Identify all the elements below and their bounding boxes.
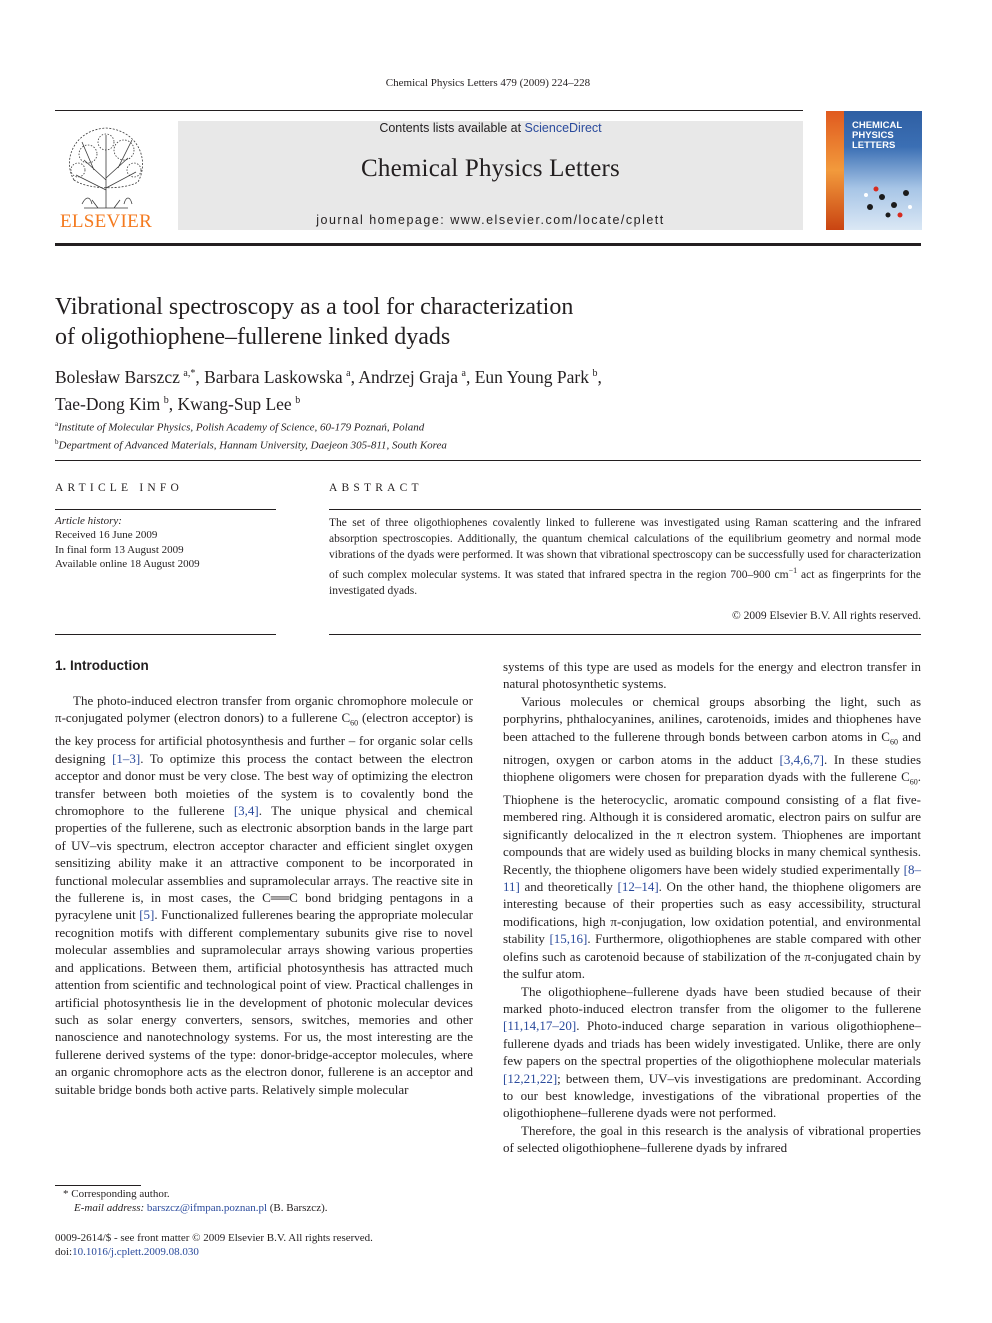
text-run: (electron acceptor) is the key process for artificial photosynthesis and further – for organic solar cells designing [55, 710, 474, 766]
affiliations [55, 417, 755, 452]
citation-link[interactable]: [5] [139, 907, 155, 923]
email-link[interactable]: barszcz@ifmpan.poznan.pl [146, 1202, 268, 1214]
subscript: 60 [350, 719, 359, 728]
citation-link[interactable]: [3,4,6,7] [779, 751, 824, 767]
author-name: Andrzej Graja [358, 366, 458, 387]
journal-cover-image [826, 111, 922, 230]
text-run: . Thiophene is the heterocyclic, aromatic compound consisting of a flat five-membered ring. Although it is considered aromatic, electron pairs on sulfur are significantly delocalized in the π electron system. Thiophenes are important compounds that are widely used as building blocks in many chemical synthesis. Recently, the thiophene oligomers have been widely studied experimentally [503, 769, 921, 877]
footnote-rule [55, 1185, 141, 1186]
paragraph: Therefore, the goal in this research is the analysis of vibrational properties of selected oligothiophene–fullerene dyads by infrared [503, 1122, 921, 1156]
text-run: . Functionalized fullerenes bearing the appropriate molecular recognition motifs with different complementary subunits give rise to novel molecular assemblies and supramolecular arrays showing various properties and applications. Between them, artificial photosynthesis has attracted much attention from scientific and technological point of view. Practical challenges in artificial photosynthesis lie in the development of photonic molecular devices such as solar energy converters, sensors, switches, memories and other nanoscience and nanotechnology systems. For us, the most interesting are the fullerene derived systems of the type: donor-bridge-acceptor molecules, where an organic chromophore acts as the electron donor, fullerene is an acceptor and suitable bridge bonds both active parts. Relatively simple molecular [55, 907, 473, 1097]
citation-link[interactable]: [12–14] [617, 879, 659, 895]
cover-strip [826, 111, 844, 230]
abstract-text-part: The set of three oligothiophenes covalently linked to fullerene was investigated using Raman scattering and the infrared absorption spectroscopies. Additionally, the quantum chemical calculations of the equilibrium geometry and normal mode vibrations of the dyads were performed. It was shown that vibrational spectroscopy can be successfully used for characterization of such complex molecular systems. It was stated that infrared spectra in the region 700–900 cm [329, 517, 921, 581]
text-run: and theoretically [519, 879, 618, 895]
text-run: . Photo-induced charge separation in various oligothiophene–fullerene dyads and triads has been widely investigated. Unlike, there are only few papers on the spectral properties of the oligothiophene molecular materials [503, 1018, 921, 1069]
article-info-rule-top [55, 509, 276, 510]
text-run: . Furthermore, oligothiophenes are stable compared with other olefins such as carotenoid because of stabilization of the π-conjugated chain by the sulfur atom. [503, 931, 921, 982]
text-run: . To optimize this process the contact between the electron acceptor and donor must be very close. The best way of optimizing the electron transfer between both moieties of the system is to covalently bond the chromophore to the fullerene [55, 750, 473, 819]
article-info-heading: ARTICLE INFO [55, 482, 183, 494]
author-name: Tae-Dong Kim [55, 393, 161, 414]
abstract-rule-top [329, 509, 921, 510]
article-info-rule-bottom [55, 634, 276, 635]
contents-prefix: Contents lists available at [379, 121, 525, 135]
corresponding-author-note: * Corresponding author. [63, 1188, 170, 1200]
doi-line [55, 1245, 473, 1259]
email-suffix: (B. Barszcz). [267, 1202, 328, 1214]
history-received: Received 16 June 2009 [55, 529, 158, 542]
text-run: The photo-induced electron transfer from organic chromophore molecule or π-conjugated polymer (electron donors) to a fullerene C [55, 693, 473, 726]
issn-line: 0009-2614/$ - see front matter © 2009 Elsevier B.V. All rights reserved. [55, 1232, 373, 1244]
journal-reference: Chemical Physics Letters 479 (2009) 224–228 [385, 77, 591, 89]
text-run: ; between them, UV–vis investigations are predominant. According to our best knowledge, investigations of the vibrational properties of the oligothiophene–fullerene dyads were not performed. [503, 1070, 921, 1121]
abstract-superscript: −1 [788, 566, 798, 575]
affiliation-a [55, 417, 755, 435]
affiliation-text: Institute of Molecular Physics, Polish Academy of Science, 60-179 Poznań, Poland [58, 421, 425, 434]
author-affiliation-mark[interactable]: a,* [183, 368, 196, 379]
email-note [55, 1201, 473, 1215]
paragraph [55, 692, 473, 1098]
front-matter [55, 1231, 473, 1259]
abstract-text-part: act as fingerprints for the investigated dyads. [329, 568, 921, 597]
email-label: E-mail address: [74, 1202, 147, 1214]
affiliation-b [55, 435, 755, 453]
cover-molecule-icon [860, 177, 916, 223]
affiliation-text: Department of Advanced Materials, Hannam University, Daejeon 305-811, South Korea [58, 439, 447, 452]
header-rule-top [55, 110, 803, 111]
paragraph: systems of this type are used as models for the energy and electron transfer in natural photosynthetic systems. [503, 659, 921, 692]
contents-line [178, 121, 803, 135]
affiliation-rule [55, 460, 921, 461]
text-run: The oligothiophene–fullerene dyads have been studied because of their marked photo-induced electron transfer from the oligomer to the fullerene [503, 983, 921, 1016]
author-affiliation-mark[interactable]: b [592, 368, 598, 379]
history-final-form: In final form 13 August 2009 [55, 543, 184, 556]
text-run: . In these studies thiophene oligomers were chosen for preparation dyads with the fullerene C [503, 751, 921, 785]
abstract-heading: ABSTRACT [329, 482, 423, 494]
subscript: 60 [909, 777, 918, 787]
doi-link[interactable]: 10.1016/j.cplett.2009.08.030 [72, 1246, 199, 1258]
history-online: Available online 18 August 2009 [55, 558, 200, 571]
journal-title: Chemical Physics Letters [361, 155, 620, 182]
author-line-2: Tae-Dong Kim $^b$, Kwang-Sup Lee $^b$ [55, 393, 301, 414]
body-column-right [503, 658, 921, 1157]
paragraph [503, 983, 921, 1122]
elsevier-wordmark: ELSEVIER [59, 211, 153, 232]
article-history [55, 514, 276, 572]
subscript: 60 [889, 737, 898, 747]
author-affiliation-mark[interactable]: a [461, 368, 466, 379]
abstract-text [329, 515, 921, 599]
author-name: Eun Young Park [474, 366, 589, 387]
text-run: . On the other hand, the thiophene oligomers are interesting because of their properties such as easy accessibility, structural modifications, high π-conjugation, low oxidation potential, and environmental stability [503, 879, 921, 947]
header-rule-bottom [55, 243, 921, 246]
abstract-copyright: © 2009 Elsevier B.V. All rights reserved. [732, 610, 921, 622]
citation-link[interactable]: [15,16] [549, 931, 588, 947]
author-affiliation-mark[interactable]: b [295, 394, 301, 406]
section-heading-introduction: 1. Introduction [55, 658, 149, 673]
citation-link[interactable]: [12,21,22] [503, 1070, 558, 1086]
citation-link[interactable]: [8–11] [503, 861, 921, 895]
text-run: Various molecules or chemical groups absorbing the light, such as porphyrins, phthalocyanines, anilines, carotenoids, imides and thiophenes have been attached to the fullerene through bonds between carbon atoms in C [503, 693, 921, 744]
article-title-line-1: Vibrational spectroscopy as a tool for characterization [55, 294, 574, 320]
article-title-line-2: of oligothiophene–fullerene linked dyads [55, 324, 451, 350]
cover-title: CHEMICAL PHYSICS LETTERS [852, 120, 902, 151]
author-name: Barbara Laskowska [204, 366, 343, 387]
text-run: and nitrogen, oxygen or carbon atoms in the adduct [503, 728, 921, 767]
author-list [55, 362, 855, 416]
citation-link[interactable]: [3,4] [233, 803, 259, 819]
body-column-left [55, 692, 473, 1098]
author-affiliation-mark[interactable]: b [163, 394, 169, 406]
footnotes [55, 1187, 473, 1215]
affiliation-mark: b [55, 437, 59, 446]
abstract-rule-bottom [329, 634, 921, 635]
journal-homepage[interactable]: journal homepage: www.elsevier.com/locate/cplett [316, 213, 665, 227]
author-affiliation-mark[interactable]: a [346, 368, 351, 379]
text-run: . The unique physical and chemical properties of the fullerene, such as electronic absorption bands in the large part of UV–vis spectrum, electron acceptor character and efficient singlet oxygen sensitizing ability make it an attractive component to be incorporated in functional molecular assemblies and supramolecular arrays. The reactive site in the fullerene is, in most cases, the C══C bond bridging pentagons in a pyracylene unit [55, 803, 473, 923]
citation-link[interactable]: [1–3] [112, 750, 141, 766]
author-name: Kwang-Sup Lee [177, 393, 292, 414]
author-name: Bolesław Barszcz [55, 366, 180, 387]
article-title [55, 292, 755, 352]
doi-label: doi: [55, 1246, 73, 1258]
affiliation-mark: a [55, 420, 59, 428]
paragraph [503, 693, 921, 983]
history-label: Article history: [55, 515, 122, 527]
author-line-1: Bolesław Barszcz $^{a,*}$, Barbara Laskowska $^a$, Andrzej Graja $^a$, Eun Young Park $^b$, [55, 366, 602, 387]
sciencedirect-link[interactable]: ScienceDirect [524, 121, 602, 135]
citation-link[interactable]: [11,14,17–20] [503, 1018, 577, 1034]
